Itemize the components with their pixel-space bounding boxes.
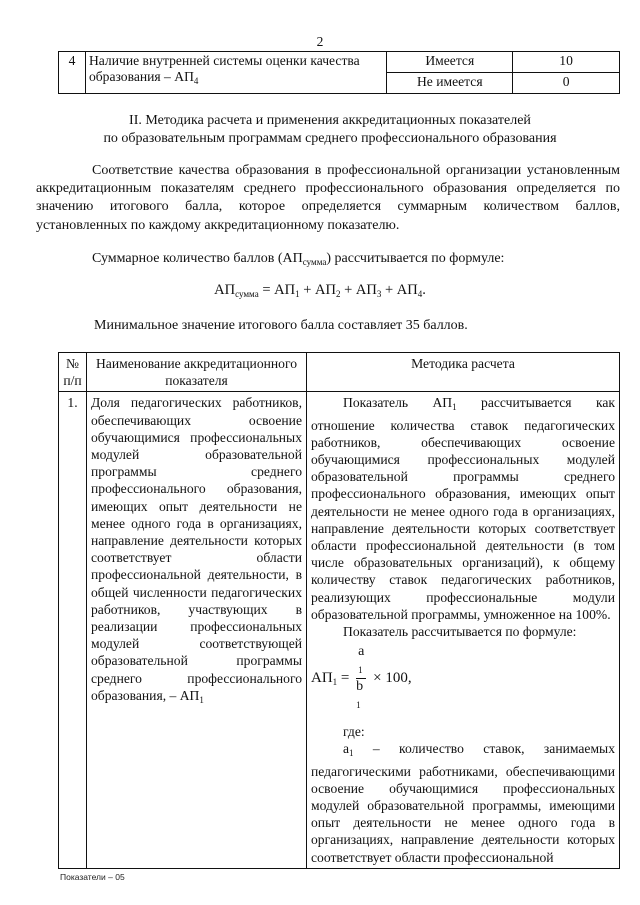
option-available: Имеется [387, 52, 513, 73]
header-method: Методика расчета [307, 353, 620, 392]
method-paragraph-1: Показатель $АП_1$ рассчитывается как отношение количества ставок педагогических работников, обеспечивающих освоение обучающимися профессиональных модулей образовательной программы среднего профессионального образования, имеющих опыт деятельности не менее одного года в организациях, направление деятельности которых соответствует области профессиональной деятельности (в том числе образовательных организаций), к общему количеству ставок педагогических работников, реализующих профессиональные модули образовательной программы, умноженное на 100%. [311, 395, 615, 622]
row-number: 4 [59, 52, 86, 94]
method-paragraph-2: Показатель рассчитывается по формуле: [343, 624, 577, 640]
paragraph-compliance: Соответствие качества образования в профессиональной организации установленным аккредитационным показателям среднего профессионального образования определяется по значению итогового балла, которое определяется суммарным количеством баллов, установленных по каждому аккредитационному показателю. [36, 163, 620, 233]
indicator-4-table [58, 51, 620, 94]
ap1-formula: $АП_1$ = a $_1$ b $_1$ × 100, [311, 644, 615, 713]
paragraph-sum: Суммарное количество баллов $(АП_{сумма})$ рассчитывается по формуле: [92, 251, 505, 267]
sum-formula: $АП_{сумма} = АП_1 + АП_2 + АП_3 + АП_4$. [214, 282, 426, 299]
row1-method [307, 392, 620, 868]
row1-num: 1. [59, 392, 87, 868]
fraction: a $_1$ b $_1$ [356, 644, 365, 711]
where-label: где: [343, 724, 365, 740]
score-not-available: 0 [513, 73, 620, 94]
indicators-table [58, 352, 620, 869]
footer-label: Показатели – 05 [60, 872, 125, 882]
row1-name: Доля педагогических работников, обеспечивающих освоение обучающимися профессиональных модулей образовательной программы среднего профессионального образования, имеющих опыт деятельности не менее одного года в организациях, направление деятельности которых соответствует области профессиональной деятельности, в общей численности педагогических работников, участвующих в реализации профессиональных модулей соответствующей образовательной программы среднего профессионального образования, – $АП_1$ [87, 392, 307, 868]
score-available: 10 [513, 52, 620, 73]
method-paragraph-3: $a_1$ – количество ставок, занимаемых педагогическими работниками, обеспечивающими освоение обучающимися профессиональных модулей образовательной программы, имеющими опыт деятельности не менее одного года в организациях, направление деятельности которых соответствует области профессиональной [311, 741, 615, 865]
indicator-name: Наличие внутренней системы оценки качества образования – $АП_4$ [85, 52, 386, 94]
min-score-text: Минимальное значение итогового балла составляет 35 баллов. [94, 318, 468, 333]
section-title: II. Методика расчета и применения аккредитационных показателей по образовательным программам среднего профессионального образования [103, 113, 557, 146]
page-number: 2 [316, 34, 324, 49]
header-name: Наименование аккредитационного показателя [87, 353, 307, 392]
table-row [59, 392, 620, 868]
option-not-available: Не имеется [387, 73, 513, 94]
header-num: № п/п [59, 353, 87, 392]
